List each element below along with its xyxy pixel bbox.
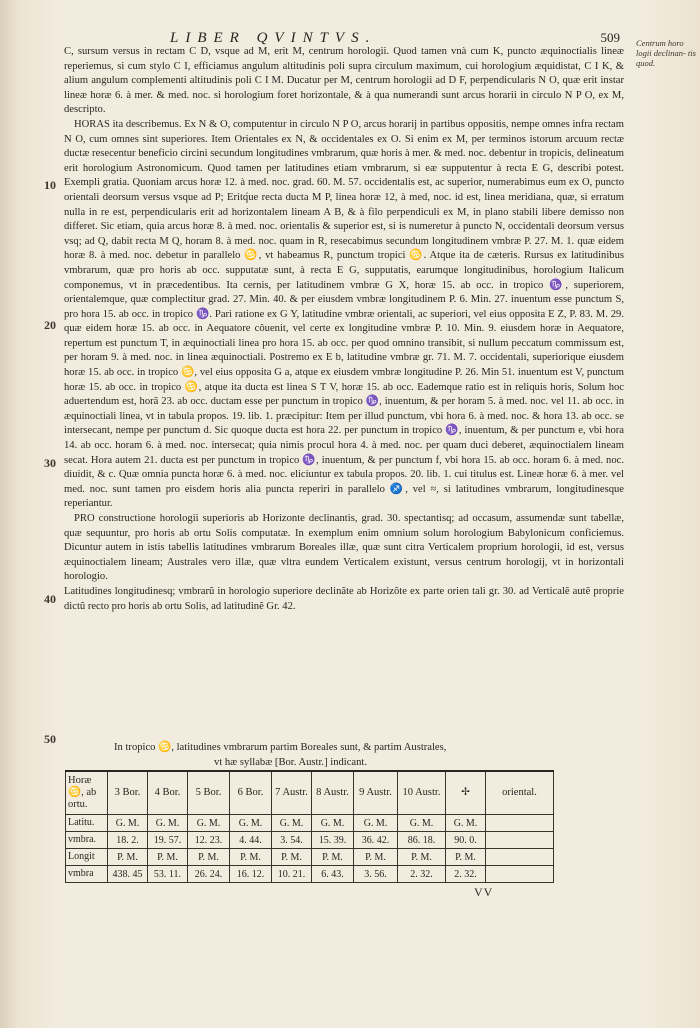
table-cell: 53. 11. — [148, 866, 188, 883]
margin-note: Centrum horo logii declinan- tis quod. — [636, 38, 696, 68]
table-caption-line: In tropico ♋, latitudines vmbrarum partim Boreales sunt, & partim Australes, — [114, 742, 447, 753]
table-cell — [486, 849, 554, 866]
table-cell: P. M. — [230, 849, 272, 866]
paragraph: C, sursum versus in rectam C D, vsque ad M, erit M, centrum horologii. Quod tamen vnà cum K, puncto æquinoctialis lineæ reperiemus, si cum stylo C I, efficiamus angulum altitudinis poli supra circulum maximum, cui horologium æquidistat, C I K, & alium angulum complementi altitudinis poli C I M. Ducatur per M, centrum horologii ad D F, perpendicularis N O, quæ erit instar lineæ horæ 6. à mer. & med. noc. si horologium foret horizontale, & à qua numerandi sunt arcus horarii in circulo N P O, ex M, descripto. — [64, 46, 624, 116]
table-cell: 36. 42. — [354, 832, 398, 849]
table-header-cell: 5 Bor. — [188, 771, 230, 815]
line-marker-10: 10 — [44, 178, 56, 192]
table-row — [66, 815, 554, 832]
table-cell: G. M. — [398, 815, 446, 832]
table-row — [66, 832, 554, 849]
line-marker-30: 30 — [44, 456, 56, 470]
table-cell: G. M. — [272, 815, 312, 832]
table-cell: 2. 32. — [446, 866, 486, 883]
table-cell: G. M. — [230, 815, 272, 832]
table-caption — [64, 741, 624, 770]
table-header-cell: 9 Austr. — [354, 771, 398, 815]
table-cell — [486, 832, 554, 849]
table-cell: 10. 21. — [272, 866, 312, 883]
table-row-label: Latitu. — [66, 815, 108, 832]
paragraph: HORAS ita describemus. Ex N & O, computentur in circulo N P O, arcus horarij in partibus oppositis, nempe omnes infra rectam N O, cum omnes sint superiores. Item Orientales ex N, & occidentales ex O. Si enim ex M, per terminos istorum arcuum rectæ ductæ resecentur beneficio circini secundum longitudines vmbrarum, quæ horis à mer. & med. noc. debentur in tropicis, delineatum erit horologium Astronomicum. Quod tamen per latitudines etiam vmbrarum, si eæ supputentur à recta E G, describi potest. Exempli gratia. Quoniam arcus horæ 12. à med. noc. grad. 60. M. 57. occidentalis est, ac superior, numerabimus eum ex O, puncto orientali deorsum versus vsque ad P; Eritq́ue recta ducta M P, linea horæ 12, à med, noc. id est, linea meridiana, quæ, si erratum nulla in re est, perpendicularis erit ad horizontalem lineam A B, & à filo perpendiculi ex M, in plano stabili libere demisso non differet. Sic etiam, quia arcus horæ 8. à med. noc. orientalis & superior est, si is numeretur à puncto N, occidentali deorsum versus vsq; ad Q, dabit recta M Q, horam 8. à med. noc. quam in R, resecabimus secundum longitudinem vmbræ P. 27. M. 1. quæ eidem horæ 8. à med. noc. debetur in parallelo ♋, vt habeamus R, punctum tropici ♋. Atque ita de cæteris. Rursus ex latitudinibus vmbrarum, quæ pro horis ab occ. supputatæ sunt, à recta E G, supputatis, earumque longitudinibus, horologium Italicum componemus, vt in præcedentibus. Ita cernis, per latitudinem vmbræ G X, horæ 15. ab occ. in tropico ♑, superiorem, orientalemque, quæ complectitur grad. 27. Min. 40. & per eiusdem vmbræ longitudinem P. 6. Min. 27. inuentum esse punctum S, pro hora 15. ab occ. in tropico ♑. Pari ratione ex G Y, latitudine vmbræ orientali, ac superiori, vel eius opposita E Z, P. 83. M. 29. quæ eidem horæ 15. ab occ. in Aequatore côuenit, vel certe ex longitudine vmbræ P. 10. Min. 9. eiusdem horæ in Aequatore, repertum est punctum T, in æquinoctiali linea pro hora 15. ab occ. per quod omnino transibit, si nullum peccatum commissum est, per horam 9. à med. noc. in linea æquinoctiali. Postremo ex E b, latitudine vmbræ gr. 71. M. 7. occidentali, superiorique eiusdem horæ 15. ab occ. in tropico ♋, vel eius opposita G a, atque ex eiusdem vmbræ longitudine P. 26. Min 51. inuentum est V, punctum horæ 15. ab occ. in tropico ♋, atque ita ducta est linea S T V, horæ 15. ab occ. Eademque ratio est in reliquis horis, Solum hoc aduertendum est, horã 23. ab occ. ductam esse per punctum in tropico ♑, inuentum, & per horam 5. à med. noc. vel 11. ab occ. in æquinoctiali linea, vt in tabula propos. 19. lib. 1. præcipitur: Item per illud punctum, vbi hora 6. à med. noc. & hora 13. ab occ. se intersecant, nempe per punctum d. Sic quoque ducta est hora 22. per punctum in tropico ♑, inuentum, & per punctum e, vbi hora 14. ab occ. horam 6. à med. noc. intersecat; quia nimis procul hora 4. à med. noc. per quam duci deberet, æquinoctialem lineam secat. Hora autem 21. ducta est per punctum in tropico ♑, inuentum, & per punctum f, vbi hora 15. ab occ. horam 6. à med. noc. diuidit, & c. Quæ omnia puncta horæ 6. à med. noc. eliciuntur ex tabula propos. 20. lib. 1. cui titulus est. Lineæ horæ 6. à mer. vel med. noc. sunt tamen pro eisdem horis alia puncta reperiri in parallelo ♐, vel ≈, si latitudines vmbrarum, longitudinesque reperiantur. — [64, 118, 624, 510]
table-cell: 3. 56. — [354, 866, 398, 883]
table-cell: 4. 44. — [230, 832, 272, 849]
table-cell: P. M. — [148, 849, 188, 866]
table-caption-line: vt hæ syllabæ [Bor. Austr.] indicant. — [214, 756, 368, 768]
table-cell: 19. 57. — [148, 832, 188, 849]
table-cell: 26. 24. — [188, 866, 230, 883]
table-cell: 86. 18. — [398, 832, 446, 849]
table-cell: G. M. — [354, 815, 398, 832]
table-cell: 2. 32. — [398, 866, 446, 883]
page-number: 509 — [600, 30, 620, 45]
table-row — [66, 849, 554, 866]
table-cell: G. M. — [148, 815, 188, 832]
table-cell: P. M. — [398, 849, 446, 866]
table-cell: 18. 2. — [108, 832, 148, 849]
table-row-label: Longit — [66, 849, 108, 866]
catchword: VV — [474, 885, 494, 899]
running-head: LIBER QVINTVS. — [170, 30, 377, 46]
table-cell: P. M. — [446, 849, 486, 866]
table-row-label: vmbra — [66, 866, 108, 883]
table-cell: 438. 45 — [108, 866, 148, 883]
table-cell: G. M. — [188, 815, 230, 832]
table-header-cell: 10 Austr. — [398, 771, 446, 815]
table-cell — [486, 866, 554, 883]
table-header-row — [66, 771, 554, 815]
table-cell: P. M. — [354, 849, 398, 866]
table-cell: G. M. — [108, 815, 148, 832]
table-cell: G. M. — [446, 815, 486, 832]
table-header-cell: 3 Bor. — [108, 771, 148, 815]
table-cell: P. M. — [188, 849, 230, 866]
table-cell: 16. 12. — [230, 866, 272, 883]
table-cell: P. M. — [272, 849, 312, 866]
paragraph: PRO constructione horologii superioris ab Horizonte declinantis, grad. 30. spectantisq; ad occasum, assumendæ sunt tabellæ, quæ sequuntur, pro horis ab ortu Solis computatæ. In exemplum enim omnium solum horologium Babylonicum conficiemus. Dicuntur autem in istis tabellis latitudines vmbrarum Boreales illæ, quæ sunt citra Verticalem proprium horologii, id est, versus æquinoctialem lineam; Australes vero illæ, quæ vltra eundem Verticalem existunt, versus centrum horologij, vt in horizontali horologio. — [64, 513, 624, 583]
table-cell: 3. 54. — [272, 832, 312, 849]
table-cell: 90. 0. — [446, 832, 486, 849]
table-cell: P. M. — [312, 849, 354, 866]
table-header-cell: 6 Bor. — [230, 771, 272, 815]
table-cell: P. M. — [108, 849, 148, 866]
table-header-cell: 8 Austr. — [312, 771, 354, 815]
table-header-cell: 7 Austr. — [272, 771, 312, 815]
table-header-cell: ✢ — [446, 771, 486, 815]
table-corner-cell: Horæ ♋, ab ortu. — [66, 771, 108, 815]
paragraph: Latitudines longitudinesq; vmbrarũ in horologio superiore declinãte ab Horizõte ex parte orien tali gr. 30. ad Verticalẽ autẽ proprie dictũ recto pro horis ab ortu Solis, ad latitudinẽ Gr. 42. — [64, 585, 624, 612]
line-marker-20: 20 — [44, 318, 56, 332]
table-cell — [486, 815, 554, 832]
table-header-cell: oriental. — [486, 771, 554, 815]
table-cell: 6. 43. — [312, 866, 354, 883]
table-cell: 15. 39. — [312, 832, 354, 849]
body-text — [64, 45, 624, 614]
line-marker-50: 50 — [44, 732, 56, 746]
table-cell: G. M. — [312, 815, 354, 832]
table-header-cell: 4 Bor. — [148, 771, 188, 815]
shadow-table — [65, 770, 554, 883]
line-marker-40: 40 — [44, 592, 56, 606]
table-cell: 12. 23. — [188, 832, 230, 849]
table-row — [66, 866, 554, 883]
table-row-label: vmbra. — [66, 832, 108, 849]
